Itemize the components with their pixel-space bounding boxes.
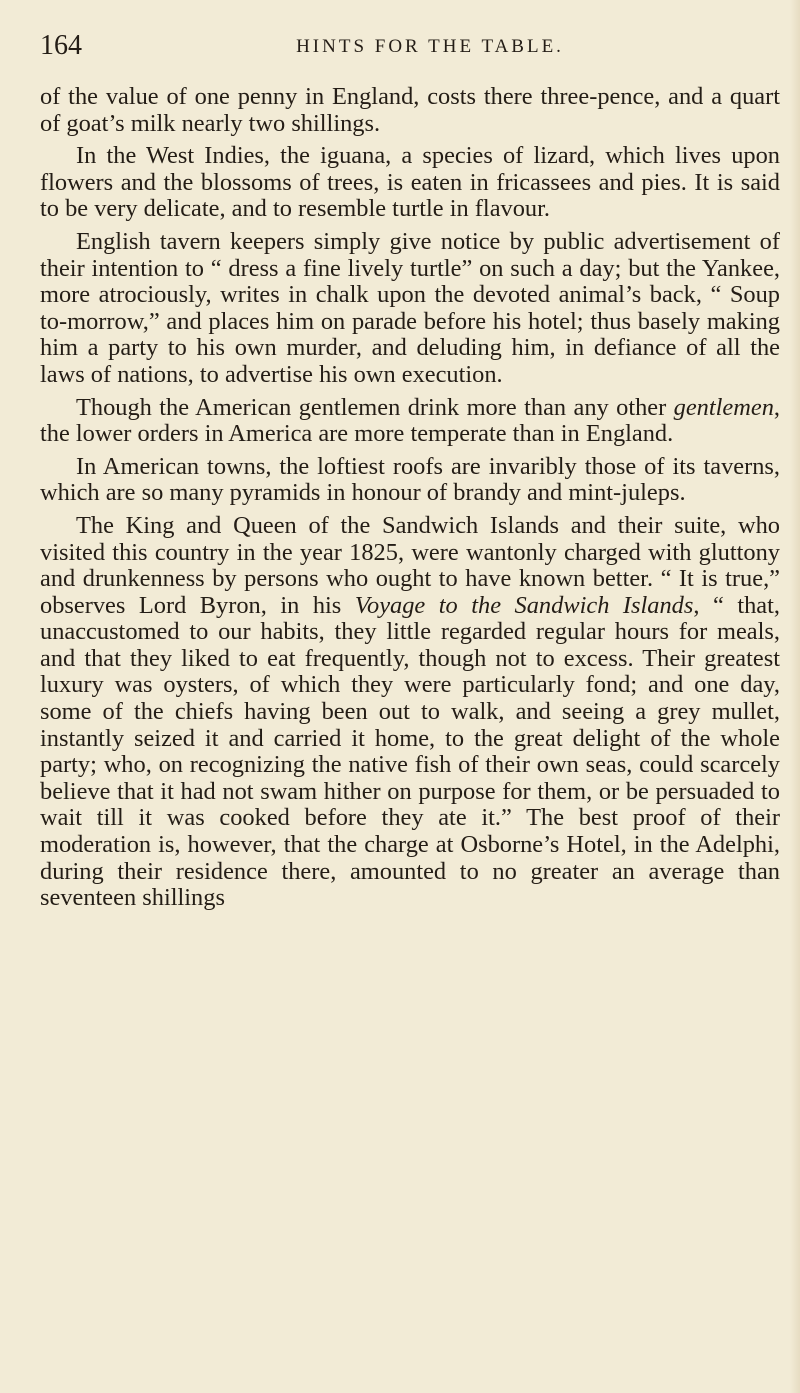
paragraph-text: , “ that, unaccustomed to our habits, they little regarded regular hours for meals, and that they liked to eat frequently, though not to excess. Their greatest luxury was oysters, of which they were particularly fond; and one day, some of the chiefs having been out to walk, and seeing a grey mullet, instantly seized it and carried it home, to the great delight of the whole party; who, on recognizing the native fish of their own seas, could scarcely believe that it had not swam hither on purpose for them, or be persuaded to wait till it was cooked before they ate it.” The best proof of their moderation is, however, that the charge at Osborne’s Hotel, in the Adelphi, during their residence there, amounted to no greater an average than seventeen shillings [40, 591, 780, 912]
paragraph-sandwich-islands [40, 513, 780, 912]
paragraph-turtle: English tavern keepers simply give notice by public advertisement of their intention to “ dress a fine lively turtle” on such a day; but the Yankee, more atrociously, writes in chalk upon the devoted animal’s back, “ Soup to-morrow,” and places him on parade before his hotel; thus basely making him a party to his own murder, and deluding him, in defiance of all the laws of nations, to advertise his own execution. [40, 227, 780, 388]
body-text [40, 84, 780, 918]
paragraph-iguana: In the West Indies, the iguana, a species of lizard, which lives upon flowers and the blossoms of trees, is eaten in fricassees and pies. It is said to be very delicate, and to resemble turtle in flavour. [40, 142, 780, 223]
paragraph-goats-milk: of the value of one penny in England, costs there three-pence, and a quart of goat’s milk nearly two shillings. [40, 83, 780, 137]
paragraph-text: Though the American gentlemen drink more than any other [76, 393, 674, 421]
book-title: Voyage to the Sandwich Islands [354, 591, 694, 619]
running-title: HINTS FOR THE TABLE. [296, 36, 564, 57]
running-head [40, 30, 780, 70]
paragraph-text: The King and Queen of the Sandwich Islands and their suite, who visited this country in the year 1825, were wantonly charged with gluttony and drunkenness by persons who ought to have known better. “ It is true,” observes Lord Byron, in his [40, 511, 780, 619]
paragraph-text: , the lower orders in America are more temperate than in England. [40, 393, 780, 448]
paragraph-taverns: In American towns, the loftiest roofs are invaribly those of its taverns, which are so many pyramids in honour of brandy and mint-juleps. [40, 452, 780, 507]
page-number: 164 [40, 30, 82, 61]
italic-word: gentlemen [673, 393, 774, 421]
paragraph-american-gentlemen [40, 395, 780, 448]
